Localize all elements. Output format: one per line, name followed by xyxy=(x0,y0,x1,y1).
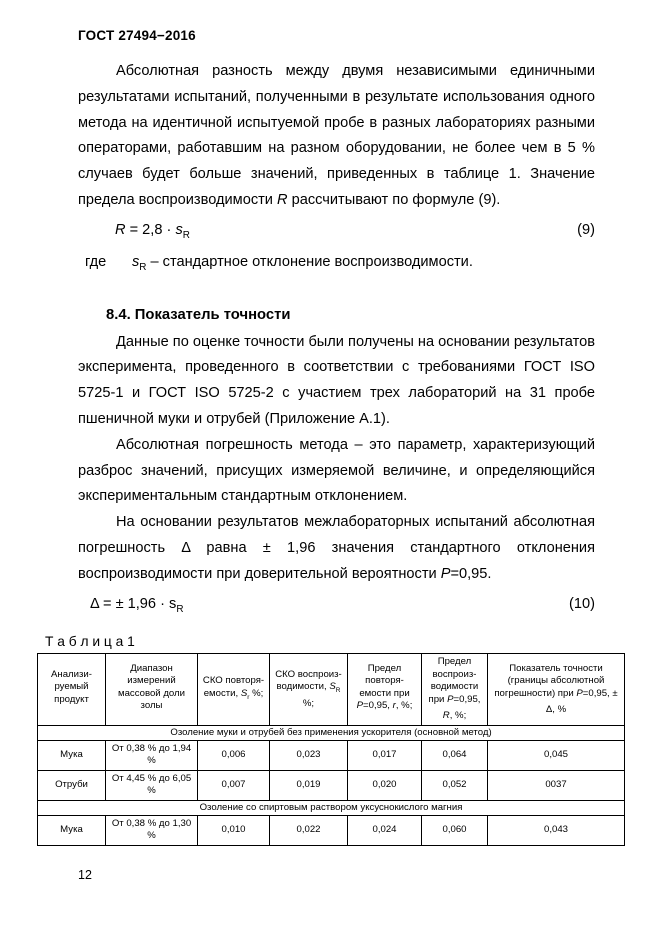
formula-text: = 2,8 · xyxy=(125,221,176,238)
formula-9 xyxy=(78,217,595,249)
symbol-R: R xyxy=(277,191,288,208)
where-text: – стандартное отклонение воспроизводимости. xyxy=(146,253,473,270)
table-row-flour-alcohol xyxy=(38,815,625,845)
table-row-flour-main xyxy=(38,740,625,770)
column-header-range: Диапазон измерений массовой доли золы xyxy=(106,654,198,725)
cell-limit-r: 0,020 xyxy=(348,770,422,800)
paragraph-precision-data: Данные по оценке точности были получены на основании результатов эксперимента, проведенного в соответствии с требованиями ГОСТ ISO 5725-1 и ГОСТ ISO 5725-2 с участием трех лабораторий на 31 пробе пшеничной муки и отрубей (Приложение А.1). xyxy=(78,333,595,427)
paragraph-absolute-error: Абсолютная погрешность метода – это параметр, характеризующий разброс значений, присущих измеряемой величине, и определяющийся экспериментальным стандартным отклонением. xyxy=(78,436,595,505)
cell-range: От 4,45 % до 6,05 % xyxy=(106,770,198,800)
column-header-sko-reproducibility: СКО воспроиз-водимости, $S_R$ %; xyxy=(270,654,348,725)
document-header: ГОСТ 27494−2016 xyxy=(78,28,196,43)
column-header-reproducibility-limit: Предел воспроиз-водимости при P=0,95, R, %; xyxy=(422,654,488,725)
precision-table xyxy=(37,653,625,845)
section-label: Озоление со спиртовым раствором уксуснокислого магния xyxy=(38,800,625,815)
formula-body xyxy=(78,591,183,623)
paragraph-text: рассчитывают по формуле (9). xyxy=(287,191,501,208)
where-definition xyxy=(78,249,595,281)
cell-limit-R: 0,060 xyxy=(422,815,488,845)
formula-body xyxy=(78,217,190,249)
paragraph-text: =0,95. xyxy=(450,565,492,582)
paragraph-text: Абсолютная разность между двумя независимыми единичными результатами испытаний, полученными в результате использования одного метода на идентичной испытуемой пробе в разных лабораториях разными операторами, работавшим на разном оборудовании, не более чем в 5 % случаев будет больше значений, приведенных в таблице 1. Значение предела воспроизводимости xyxy=(78,63,595,208)
cell-product: Мука xyxy=(38,740,106,770)
cell-limit-R: 0,064 xyxy=(422,740,488,770)
symbol-s: s xyxy=(175,221,183,238)
section-label: Озоление муки и отрубей без применения ускорителя (основной метод) xyxy=(38,725,625,740)
document-body-2 xyxy=(78,330,595,588)
table-row-bran-main xyxy=(38,770,625,800)
cell-sko-r: 0,007 xyxy=(198,770,270,800)
symbol-R: R xyxy=(115,221,126,238)
where-label: где xyxy=(85,253,107,270)
paragraph-text: На основании результатов межлабораторных испытаний абсолютная погрешность Δ равна ± 1,96 значения стандартного отклонения воспроизводимости при доверительной вероятности xyxy=(78,514,595,582)
column-header-product: Анализи-руемый продукт xyxy=(38,654,106,725)
cell-product: Отруби xyxy=(38,770,106,800)
cell-range: От 0,38 % до 1,30 % xyxy=(106,815,198,845)
formula-number: (9) xyxy=(577,221,595,238)
cell-sko-r: 0,010 xyxy=(198,815,270,845)
formula-10 xyxy=(78,591,595,623)
cell-accuracy: 0,045 xyxy=(488,740,625,770)
symbol-P: P xyxy=(440,565,451,582)
cell-accuracy: 0037 xyxy=(488,770,625,800)
column-header-sko-repeatability: СКО повторя-емости, $S_r$ %; xyxy=(198,654,270,725)
paragraph-interlab-results xyxy=(78,510,595,587)
subscript-R: R xyxy=(176,603,184,615)
cell-sko-R: 0,019 xyxy=(270,770,348,800)
column-header-accuracy: Показатель точности (границы абсолютной погрешности) при P=0,95, ± Δ, % xyxy=(488,654,625,725)
section-heading-8-4: 8.4. Показатель точности xyxy=(106,306,291,323)
cell-limit-R: 0,052 xyxy=(422,770,488,800)
symbol-s: s xyxy=(132,253,140,270)
document-body xyxy=(78,59,595,214)
page-number: 12 xyxy=(78,868,92,882)
column-header-repeatability-limit: Предел повторя-емости при P=0,95, r, %; xyxy=(348,654,422,725)
cell-sko-R: 0,022 xyxy=(270,815,348,845)
paragraph-reproducibility xyxy=(78,59,595,214)
formula-number: (10) xyxy=(569,595,595,612)
subscript-R: R xyxy=(182,229,190,241)
subscript-R: R xyxy=(139,261,147,273)
symbol-s: s xyxy=(169,595,177,612)
table-section-row-main-method xyxy=(38,725,625,740)
cell-accuracy: 0,043 xyxy=(488,815,625,845)
cell-sko-R: 0,023 xyxy=(270,740,348,770)
table-section-row-alcohol-method xyxy=(38,800,625,815)
formula-text: Δ = ± 1,96 · xyxy=(90,595,170,612)
where-body xyxy=(132,253,473,273)
cell-limit-r: 0,024 xyxy=(348,815,422,845)
cell-sko-r: 0,006 xyxy=(198,740,270,770)
cell-limit-r: 0,017 xyxy=(348,740,422,770)
cell-range: От 0,38 % до 1,94 % xyxy=(106,740,198,770)
table-caption: Т а б л и ц а 1 xyxy=(45,634,135,650)
cell-product: Мука xyxy=(38,815,106,845)
table-header-row xyxy=(38,654,625,725)
